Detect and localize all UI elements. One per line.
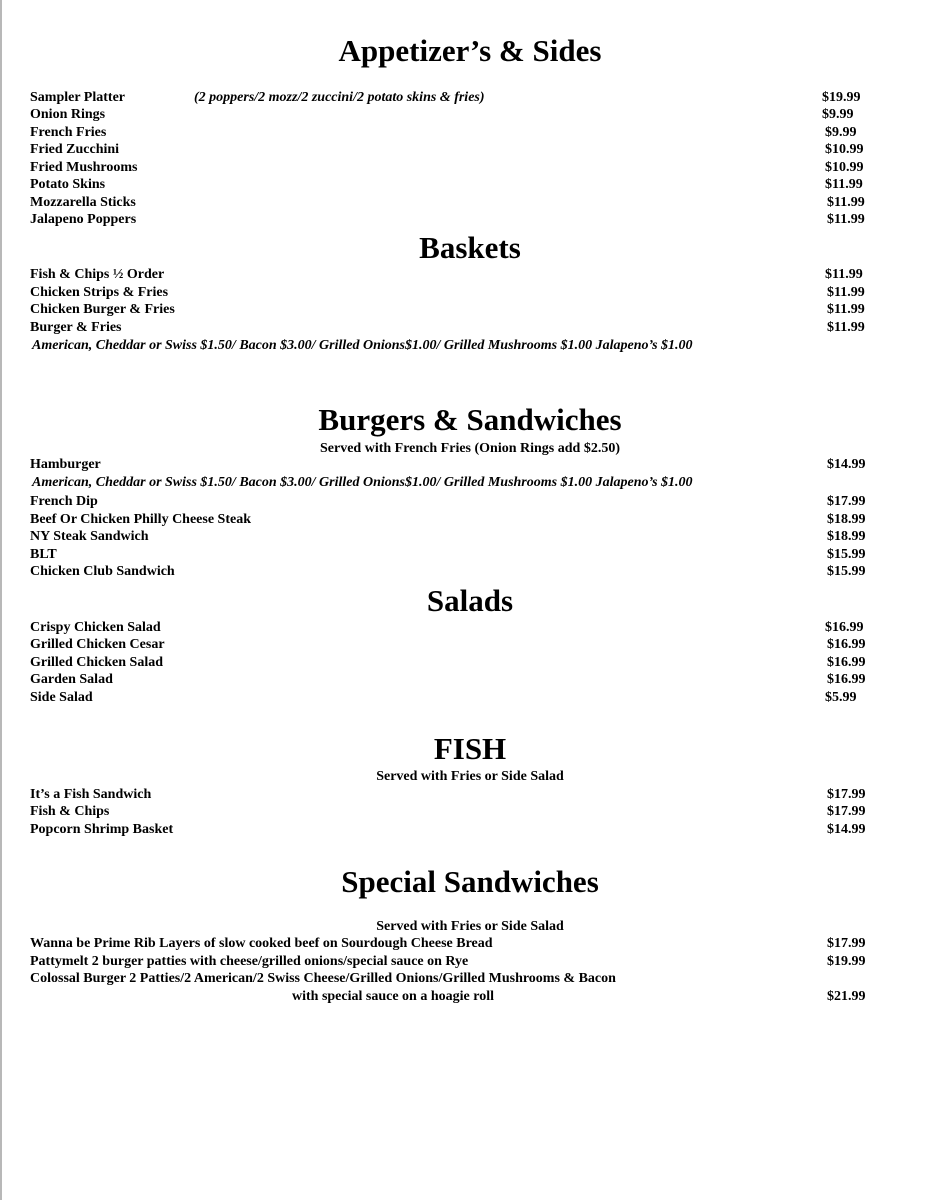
item-name: Chicken Strips & Fries <box>30 285 169 300</box>
section-title-burgers: Burgers & Sandwiches <box>318 402 622 437</box>
menu-item <box>0 636 927 653</box>
menu-item <box>0 511 927 528</box>
menu-item <box>0 953 927 970</box>
section-subtitle: Served with French Fries (Onion Rings add $2.50) <box>320 441 620 456</box>
section-subtitle: Served with Fries or Side Salad <box>376 769 564 784</box>
item-name: Beef Or Chicken Philly Cheese Steak <box>30 512 252 527</box>
item-name: Fried Mushrooms <box>30 160 138 175</box>
item-name: Fried Zucchini <box>30 142 120 157</box>
menu-item <box>0 106 927 123</box>
section-title-baskets: Baskets <box>419 230 521 265</box>
item-price: $10.99 <box>825 160 864 175</box>
item-name: Chicken Club Sandwich <box>30 564 175 579</box>
item-name: BLT <box>30 547 57 562</box>
item-price: $11.99 <box>827 195 865 210</box>
menu-item <box>0 563 927 580</box>
section-title-fish: FISH <box>433 731 507 766</box>
item-name: Pattymelt 2 burger patties with cheese/grilled onions/special sauce on Rye <box>30 954 469 969</box>
menu-item <box>0 970 927 987</box>
menu-item <box>0 141 927 158</box>
item-name: French Dip <box>30 494 98 509</box>
menu-item <box>0 619 927 636</box>
menu-item <box>0 528 927 545</box>
item-name: Popcorn Shrimp Basket <box>30 822 174 837</box>
item-price: $10.99 <box>825 142 864 157</box>
item-name: Burger & Fries <box>30 320 122 335</box>
item-price: $16.99 <box>827 637 866 652</box>
menu-item <box>0 211 927 228</box>
section-title-special-sandwiches: Special Sandwiches <box>341 864 599 899</box>
menu-item <box>0 319 927 336</box>
menu-item <box>0 266 927 283</box>
section-title-appetizers: Appetizer’s & Sides <box>338 33 602 68</box>
item-name: Fish & Chips <box>30 804 110 819</box>
menu-item <box>0 935 927 952</box>
item-price: $17.99 <box>827 804 866 819</box>
menu-item <box>0 786 927 803</box>
item-description: (2 poppers/2 mozz/2 zuccini/2 potato skins & fries) <box>194 90 485 105</box>
item-price: $11.99 <box>827 320 865 335</box>
section-subtitle: Served with Fries or Side Salad <box>376 919 564 934</box>
menu-item <box>0 546 927 563</box>
item-price: $17.99 <box>827 787 866 802</box>
item-price: $18.99 <box>827 512 866 527</box>
item-name: Chicken Burger & Fries <box>30 302 175 317</box>
item-price: $11.99 <box>827 285 865 300</box>
addons-note: American, Cheddar or Swiss $1.50/ Bacon $3.00/ Grilled Onions$1.00/ Grilled Mushrooms $1.00 Jalapeno’s $1.00 <box>32 338 693 353</box>
item-name: Grilled Chicken Cesar <box>30 637 165 652</box>
item-name: Crispy Chicken Salad <box>30 620 161 635</box>
item-name: French Fries <box>30 125 107 140</box>
item-price: $17.99 <box>827 936 866 951</box>
item-price: $15.99 <box>827 547 866 562</box>
item-name: Colossal Burger 2 Patties/2 American/2 Swiss Cheese/Grilled Onions/Grilled Mushrooms & Bacon <box>30 971 616 986</box>
item-price: $14.99 <box>827 822 866 837</box>
item-name: NY Steak Sandwich <box>30 529 149 544</box>
item-name: Sampler Platter <box>30 90 125 105</box>
menu-item <box>0 493 927 510</box>
item-name: Potato Skins <box>30 177 106 192</box>
item-name: Fish & Chips ½ Order <box>30 267 165 282</box>
addons-note: American, Cheddar or Swiss $1.50/ Bacon $3.00/ Grilled Onions$1.00/ Grilled Mushrooms $1.00 Jalapeno’s $1.00 <box>32 475 693 490</box>
menu-item <box>0 284 927 301</box>
menu-item <box>0 803 927 820</box>
menu-item <box>0 671 927 688</box>
item-price: $16.99 <box>827 672 866 687</box>
item-price: $16.99 <box>827 655 866 670</box>
menu-item <box>0 654 927 671</box>
item-price: $19.99 <box>822 90 861 105</box>
item-price: $11.99 <box>827 302 865 317</box>
item-price: $11.99 <box>827 212 865 227</box>
menu-item-continuation <box>0 988 927 1005</box>
menu-item <box>0 176 927 193</box>
item-price: $11.99 <box>825 267 863 282</box>
item-name: Wanna be Prime Rib Layers of slow cooked beef on Sourdough Cheese Bread <box>30 936 493 951</box>
menu-item <box>0 301 927 318</box>
item-price: $9.99 <box>825 125 857 140</box>
menu-item <box>0 689 927 706</box>
menu-item <box>0 456 927 473</box>
item-name: It’s a Fish Sandwich <box>30 787 152 802</box>
item-name: Mozzarella Sticks <box>30 195 136 210</box>
item-price: $19.99 <box>827 954 866 969</box>
item-name: Side Salad <box>30 690 93 705</box>
item-name: Grilled Chicken Salad <box>30 655 164 670</box>
menu-item <box>0 159 927 176</box>
item-price: $14.99 <box>827 457 866 472</box>
menu-item <box>0 194 927 211</box>
menu-item <box>0 821 927 838</box>
item-price: $11.99 <box>825 177 863 192</box>
item-price: $15.99 <box>827 564 866 579</box>
item-price: $21.99 <box>827 989 866 1004</box>
item-name: Garden Salad <box>30 672 113 687</box>
item-name: Onion Rings <box>30 107 106 122</box>
item-description: with special sauce on a hoagie roll <box>292 989 494 1004</box>
menu-item <box>0 124 927 141</box>
item-price: $16.99 <box>825 620 864 635</box>
item-name: Hamburger <box>30 457 101 472</box>
item-price: $5.99 <box>825 690 857 705</box>
item-name: Jalapeno Poppers <box>30 212 137 227</box>
item-price: $18.99 <box>827 529 866 544</box>
section-title-salads: Salads <box>426 583 514 618</box>
item-price: $9.99 <box>822 107 854 122</box>
menu-item <box>0 89 927 106</box>
item-price: $17.99 <box>827 494 866 509</box>
